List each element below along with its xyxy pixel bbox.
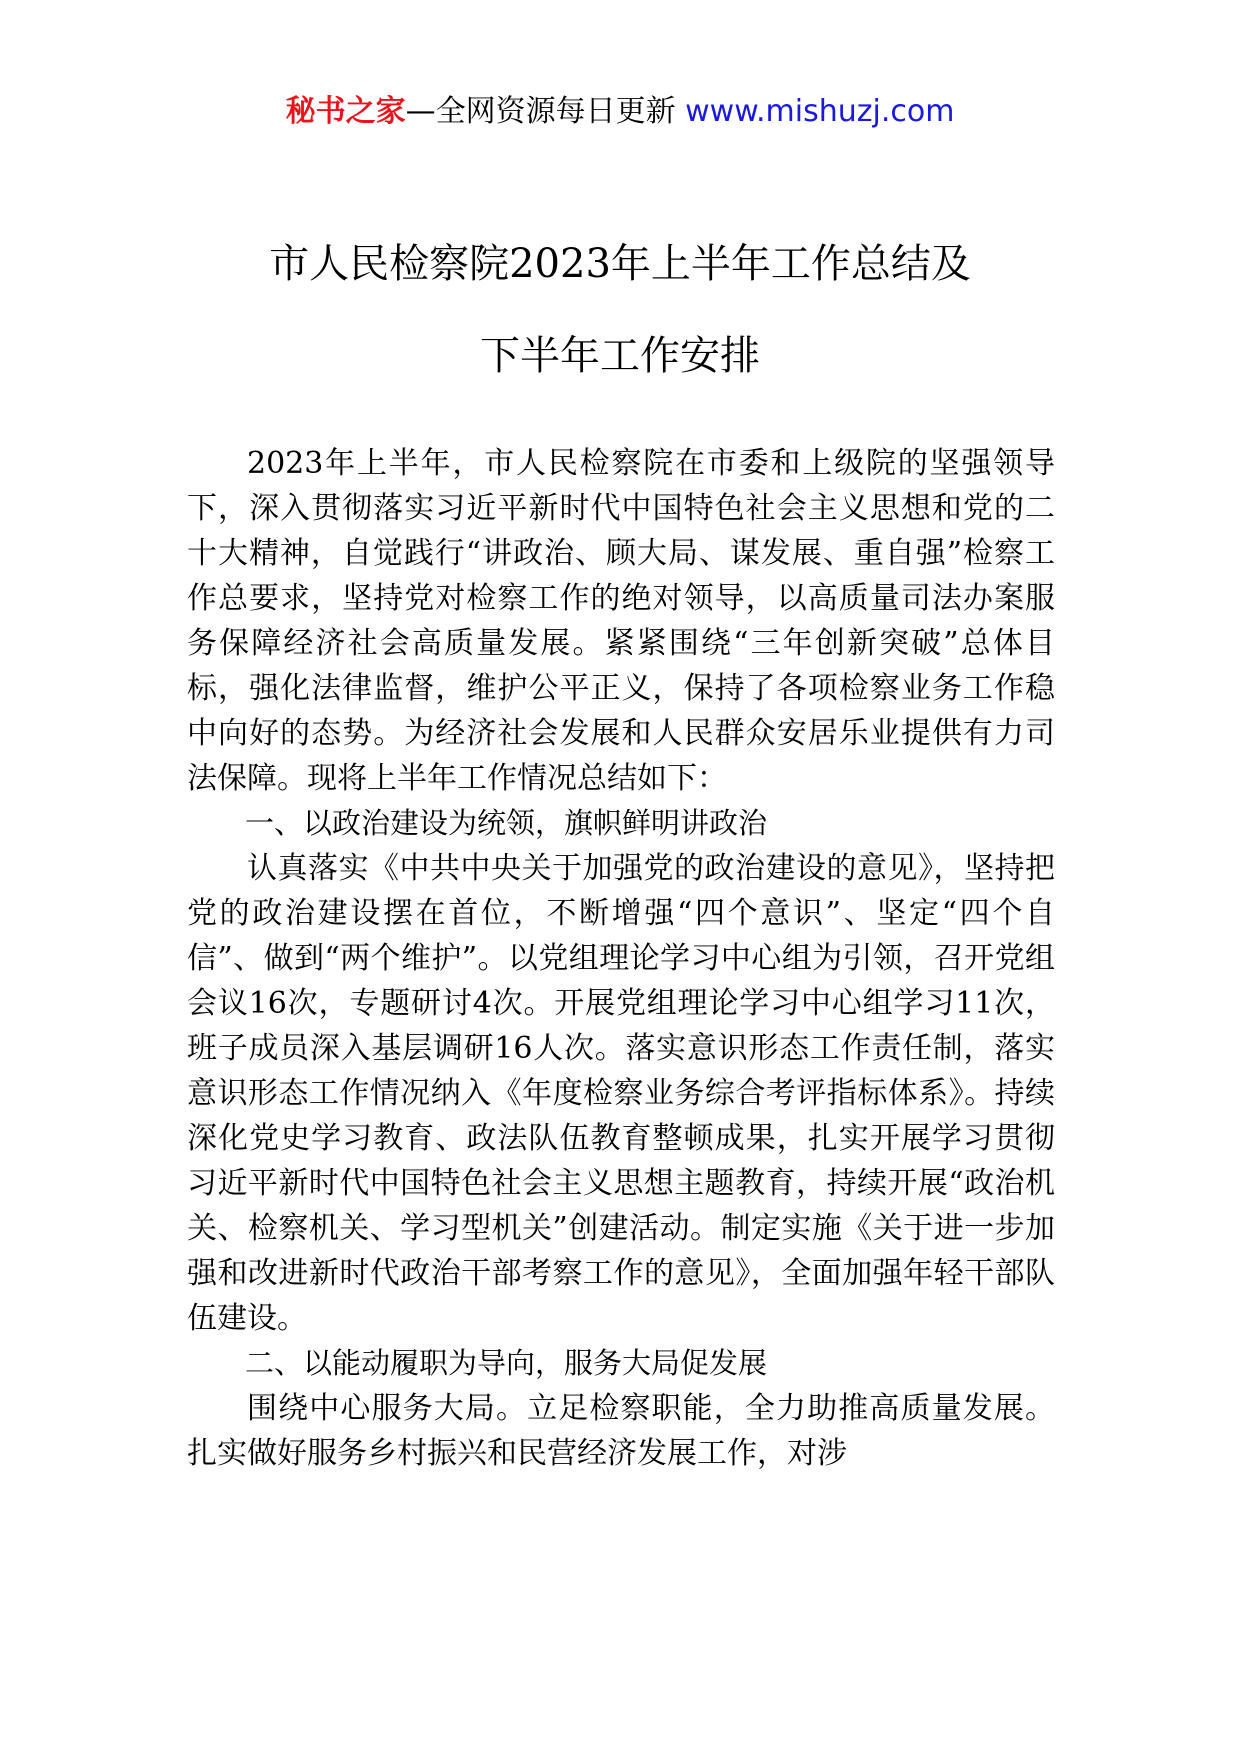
section-heading-1: 一、以政治建设为统领，旗帜鲜明讲政治 bbox=[245, 806, 768, 840]
document-body bbox=[187, 441, 1055, 1476]
section-1-paragraph: 认真落实《中共中央关于加强党的政治建设的意见》，坚持把党的政治建设摆在首位，不断增强“四个意识”、坚定“四个自信”、做到“两个维护”。以党组理论学习中心组为引领，召开党组会议16次，专题研讨4次。开展党组理论学习中心组学习11次，班子成员深入基层调研16人次。落实意识形态工作责任制，落实意识形态工作情况纳入《年度检察业务综合考评指标体系》。持续深化党史学习教育、政法队伍教育整顿成果，扎实开展学习贯彻习近平新时代中国特色社会主义思想主题教育，持续开展“政治机关、检察机关、学习型机关”创建活动。制定实施《关于进一步加强和改进新时代政治干部考察工作的意见》，全面加强年轻干部队伍建设。 bbox=[187, 851, 1055, 1336]
site-slogan: —全网资源每日更新 bbox=[405, 94, 686, 129]
section-2-paragraph: 围绕中心服务大局。立足检察职能，全力助推高质量发展。扎实做好服务乡村振兴和民营经济发展工作，对涉 bbox=[187, 1391, 1055, 1471]
intro-paragraph: 2023年上半年，市人民检察院在市委和上级院的坚强领导下，深入贯彻落实习近平新时代中国特色社会主义思想和党的二十大精神，自觉践行“讲政治、顾大局、谋发展、重自强”检察工作总要求，坚持党对检察工作的绝对领导，以高质量司法办案服务保障经济社会高质量发展。紧紧围绕“三年创新突破”总体目标，强化法律监督，维护公平正义，保持了各项检察业务工作稳中向好的态势。为经济社会发展和人民群众安居乐业提供有力司法保障。现将上半年工作情况总结如下： bbox=[187, 446, 1055, 796]
section-heading-2: 二、以能动履职为导向，服务大局促发展 bbox=[245, 1346, 768, 1380]
site-header bbox=[0, 92, 1240, 132]
document-title-line-2: 下半年工作安排 bbox=[480, 333, 760, 379]
document-title-line-1: 市人民检察院2023年上半年工作总结及 bbox=[269, 241, 971, 287]
site-brand: 秘书之家 bbox=[285, 94, 406, 129]
site-url-link[interactable]: www.mishuzj.com bbox=[685, 94, 955, 129]
